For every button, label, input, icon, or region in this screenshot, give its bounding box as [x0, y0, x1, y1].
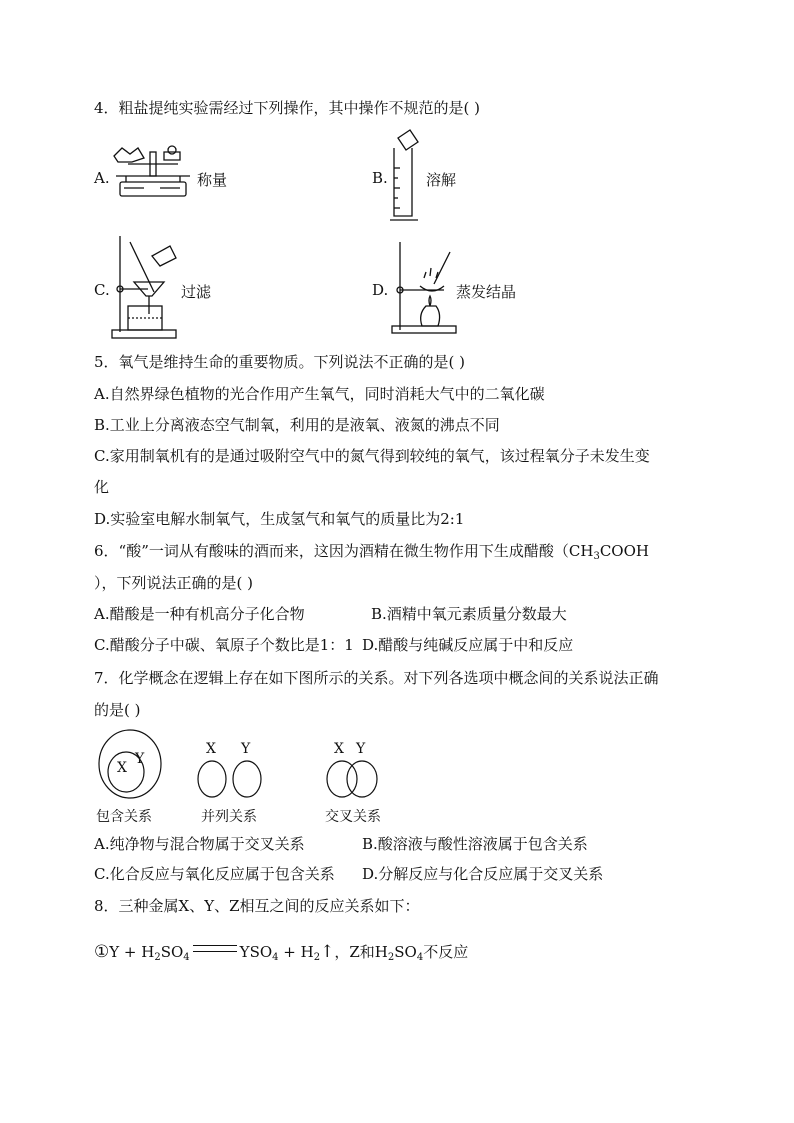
q6-stem-line2: ），下列说法正确的是( ): [94, 574, 253, 592]
q7-option-a: A.纯净物与混合物属于交叉关系: [94, 835, 305, 853]
q7-stem-line1: 7．化学概念在逻辑上存在如下图所示的关系。对下列各选项中概念间的关系说法正确: [94, 669, 659, 687]
q5-stem: 5．氧气是维持生命的重要物质。下列说法不正确的是( ): [94, 353, 466, 371]
reaction-double-line: [193, 945, 237, 952]
intersect-y-label: Y: [356, 741, 366, 757]
inclusion-y-label: Y: [135, 751, 145, 767]
q6-option-b: B.酒精中氧元素质量分数最大: [371, 605, 567, 623]
q6-stem-line1: [94, 541, 649, 567]
q7-stem-line2: 的是( ): [94, 701, 141, 719]
q4-stem: 4．粗盐提纯实验需经过下列操作，其中操作不规范的是( ): [94, 99, 481, 117]
q6-option-d: D.醋酸与纯碱反应属于中和反应: [362, 636, 574, 654]
equation-number: ①: [94, 942, 110, 962]
q5-option-a: A.自然界绿色植物的光合作用产生氧气，同时消耗大气中的二氧化碳: [94, 385, 545, 403]
q8-equation: ①Y + $H_2SO_4$ $YSO_4$ + $H_2↑$，Z和$H_2SO_4$不反应: [94, 942, 469, 963]
inclusion-caption: 包含关系: [96, 809, 152, 825]
parallel-y-label: Y: [241, 741, 251, 757]
evaporation-illustration: [388, 238, 460, 336]
parallel-diagram: [196, 759, 266, 799]
q4-option-a-label: 称量: [197, 171, 228, 189]
balance-illustration: [108, 142, 198, 202]
q5-option-c-line2: 化: [94, 478, 110, 496]
intersection-caption: 交叉关系: [325, 809, 381, 825]
gas-arrow-icon: ↑: [320, 942, 335, 962]
intersect-x-label: X: [334, 741, 344, 757]
q7-option-b: B.酸溶液与酸性溶液属于包含关系: [362, 835, 588, 853]
inclusion-x-label: X: [117, 760, 127, 776]
q5-option-d: D.实验室电解水制氧气，生成氢气和氧气的质量比为2:1: [94, 510, 465, 528]
intersection-diagram: [324, 759, 384, 799]
q6-formula: $CH_3COOH$: [568, 542, 649, 562]
q5-option-c-line1: C.家用制氧机有的是通过吸附空气中的氮气得到较纯的氧气，该过程氧分子未发生变: [94, 447, 650, 465]
q4-option-c-label: 过滤: [181, 283, 212, 301]
q4-option-c-key: C.: [94, 281, 110, 299]
parallel-x-label: X: [206, 741, 216, 757]
parallel-caption: 并列关系: [201, 809, 257, 825]
q4-option-b-key: B.: [372, 169, 388, 187]
q5-option-b: B.工业上分离液态空气制氧，利用的是液氧、液氮的沸点不同: [94, 416, 500, 434]
q4-option-d-label: 蒸发结晶: [456, 283, 517, 301]
inclusion-diagram: [96, 728, 166, 800]
q4-option-a-key: A.: [94, 169, 110, 187]
q6-stem-text: 6．“酸”一词从有酸味的酒而来，这因为酒精在微生物作用下生成醋酸（: [94, 542, 569, 560]
graduated-cylinder-illustration: [388, 128, 424, 224]
filtration-illustration: [108, 234, 180, 340]
q7-option-c: C.化合反应与氧化反应属于包含关系: [94, 865, 335, 883]
q6-option-c: C.醋酸分子中碳、氧原子个数比是1：1: [94, 636, 354, 654]
q7-option-d: D.分解反应与化合反应属于交叉关系: [362, 865, 604, 883]
q8-stem: 8．三种金属X、Y、Z相互之间的反应关系如下：: [94, 897, 420, 915]
q6-option-a: A.醋酸是一种有机高分子化合物: [94, 605, 305, 623]
q4-option-d-key: D.: [372, 281, 389, 299]
q4-option-b-label: 溶解: [426, 171, 457, 189]
